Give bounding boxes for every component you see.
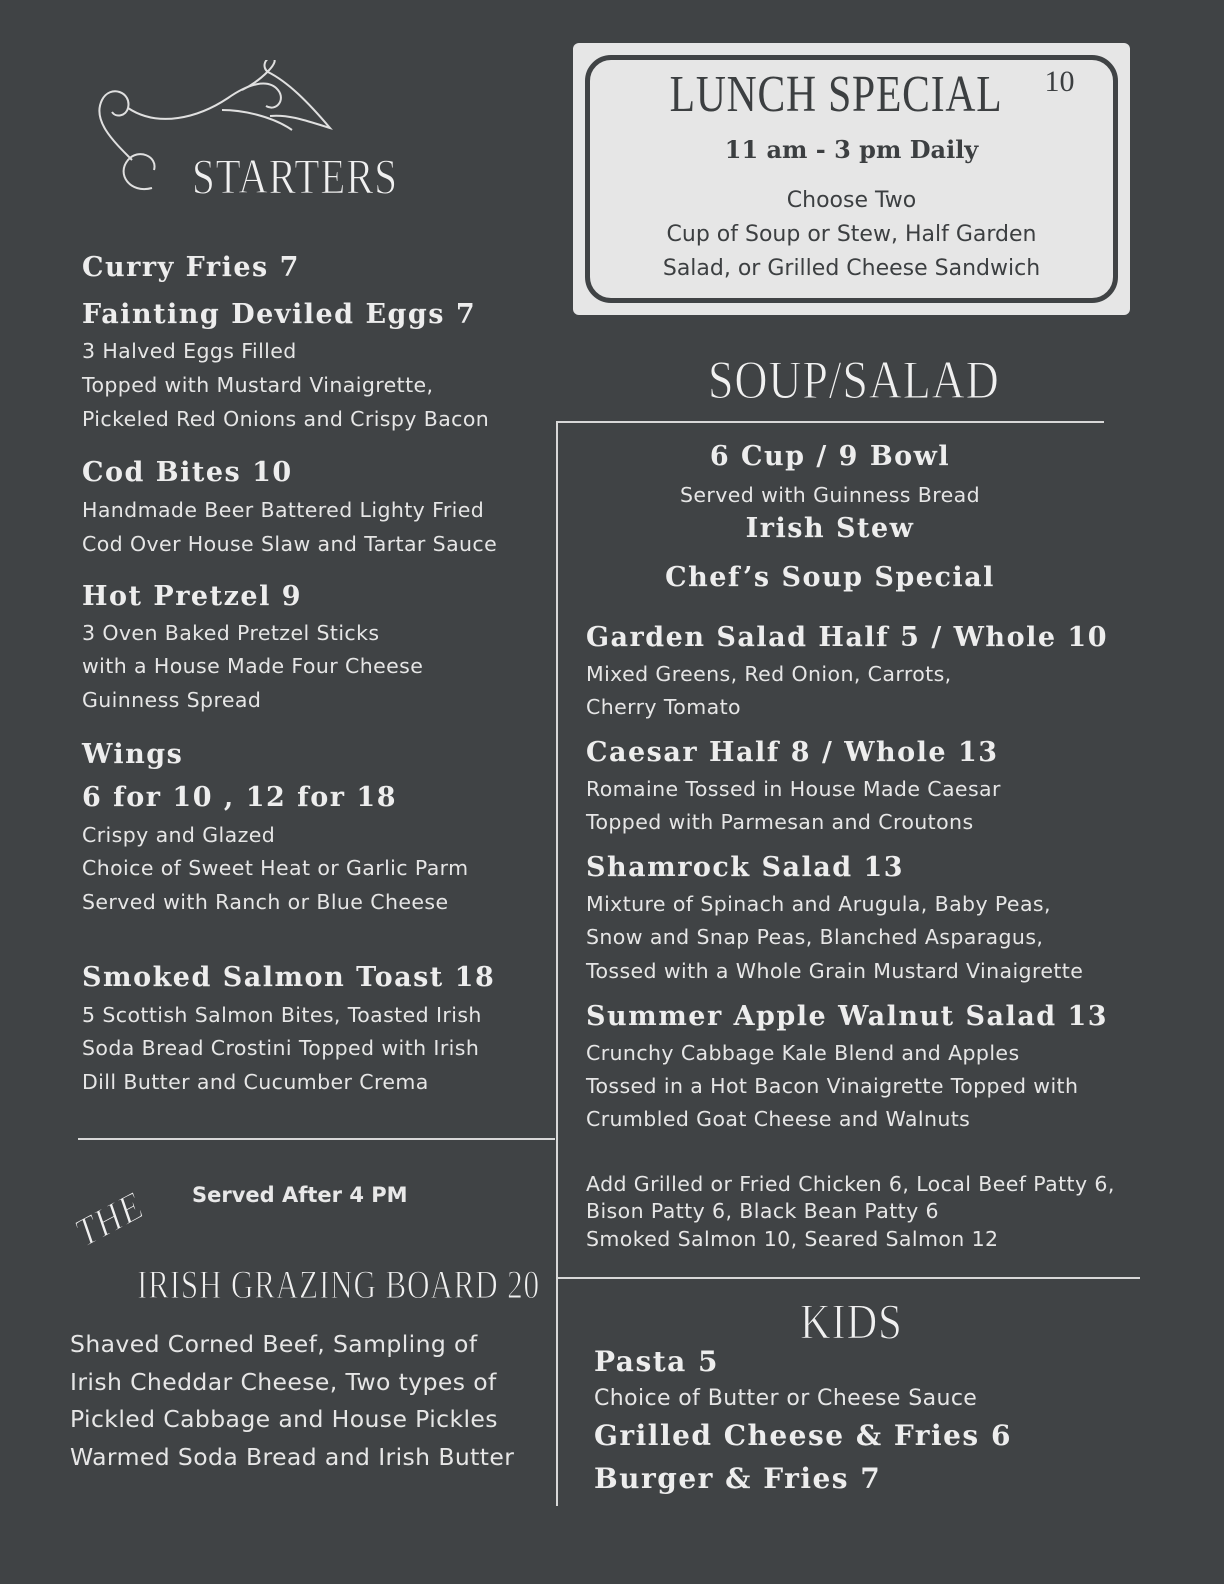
salad-title: Summer Apple Walnut Salad 13 [586, 1001, 1109, 1032]
kids-item-title: Burger & Fries 7 [594, 1462, 882, 1495]
starter-desc: 3 Oven Baked Pretzel Sticks [82, 621, 380, 645]
lunch-line: Choose Two [786, 188, 917, 213]
starter-desc: with a House Made Four Cheese [82, 654, 424, 678]
lunch-hours: 11 am - 3 pm Daily [724, 135, 979, 164]
starter-desc: Served with Ranch or Blue Cheese [82, 890, 449, 914]
addon-line: Bison Patty 6, Black Bean Patty 6 [586, 1199, 939, 1223]
kids-item-desc: Choice of Butter or Cheese Sauce [594, 1386, 978, 1411]
starter-title: Smoked Salmon Toast 18 [82, 962, 496, 993]
kids-item-title: Grilled Cheese & Fries 6 [594, 1419, 1012, 1452]
salad-desc: Tossed with a Whole Grain Mustard Vinaigrette [586, 959, 1084, 983]
salad-desc: Crunchy Cabbage Kale Blend and Apples [586, 1041, 1020, 1065]
soup-salad-heading: SOUP/SALAD [708, 350, 1000, 410]
starter-title: 6 for 10 , 12 for 18 [82, 782, 398, 813]
divider [78, 1138, 555, 1140]
starter-desc: Crispy and Glazed [82, 823, 276, 847]
grazing-desc: Warmed Soda Bread and Irish Butter [70, 1443, 515, 1471]
starter-title: Curry Fries 7 [82, 252, 300, 283]
starter-desc: Choice of Sweet Heat or Garlic Parm [82, 856, 469, 880]
starters-heading: STARTERS [192, 148, 398, 204]
starter-title: Fainting Deviled Eggs 7 [82, 299, 477, 330]
grazing-board-title: IRISH GRAZING BOARD 20 [137, 1262, 540, 1307]
starter-title: Cod Bites 10 [82, 457, 293, 488]
soup-price: 6 Cup / 9 Bowl [709, 441, 951, 472]
kids-item-title: Pasta 5 [594, 1345, 720, 1378]
lunch-special-price: 10 [1044, 65, 1075, 98]
served-after-note: Served After 4 PM [192, 1183, 408, 1207]
lunch-special-title: LUNCH SPECIAL [670, 66, 1003, 123]
salad-desc: Mixture of Spinach and Arugula, Baby Peas, [586, 892, 1051, 916]
lunch-line: Cup of Soup or Stew, Half Garden [666, 222, 1037, 247]
lunch-special-box [573, 43, 1130, 315]
starter-desc: Guinness Spread [82, 688, 262, 712]
starter-desc: Soda Bread Crostini Topped with Irish [82, 1036, 480, 1060]
addon-line: Add Grilled or Fried Chicken 6, Local Beef Patty 6, [586, 1172, 1115, 1196]
starter-desc: 3 Halved Eggs Filled [82, 339, 297, 363]
the-logo: THE [67, 1182, 152, 1256]
lunch-line: Salad, or Grilled Cheese Sandwich [662, 256, 1041, 281]
salad-desc: Romaine Tossed in House Made Caesar [586, 777, 1001, 801]
grazing-desc: Pickled Cabbage and House Pickles [70, 1405, 498, 1433]
salad-title: Caesar Half 8 / Whole 13 [586, 737, 999, 768]
grazing-desc: Shaved Corned Beef, Sampling of [70, 1330, 478, 1358]
addon-line: Smoked Salmon 10, Seared Salmon 12 [586, 1227, 999, 1251]
starter-title: Wings [82, 739, 184, 770]
salad-desc: Crumbled Goat Cheese and Walnuts [586, 1107, 971, 1131]
kids-heading: KIDS [800, 1293, 903, 1349]
divider [557, 421, 1104, 423]
salad-desc: Topped with Parmesan and Croutons [586, 810, 974, 834]
salad-desc: Cherry Tomato [586, 695, 741, 719]
soup-item: Irish Stew [745, 513, 915, 544]
starter-desc: 5 Scottish Salmon Bites, Toasted Irish [82, 1003, 482, 1027]
soup-note: Served with Guinness Bread [679, 483, 980, 507]
salad-desc: Tossed in a Hot Bacon Vinaigrette Topped with [586, 1074, 1079, 1098]
salad-title: Garden Salad Half 5 / Whole 10 [586, 622, 1108, 653]
salad-title: Shamrock Salad 13 [586, 852, 905, 883]
starter-desc: Dill Butter and Cucumber Crema [82, 1070, 429, 1094]
soup-item: Chef’s Soup Special [665, 562, 995, 593]
column-divider [556, 421, 558, 1506]
starter-desc: Cod Over House Slaw and Tartar Sauce [82, 532, 498, 556]
divider [557, 1277, 1140, 1279]
starter-desc: Pickeled Red Onions and Crispy Bacon [82, 407, 490, 431]
starter-desc: Topped with Mustard Vinaigrette, [82, 373, 434, 397]
starter-title: Hot Pretzel 9 [82, 581, 303, 612]
grazing-desc: Irish Cheddar Cheese, Two types of [70, 1368, 497, 1396]
starter-desc: Handmade Beer Battered Lighty Fried [82, 498, 485, 522]
salad-desc: Mixed Greens, Red Onion, Carrots, [586, 662, 952, 686]
salad-desc: Snow and Snap Peas, Blanched Asparagus, [586, 925, 1044, 949]
